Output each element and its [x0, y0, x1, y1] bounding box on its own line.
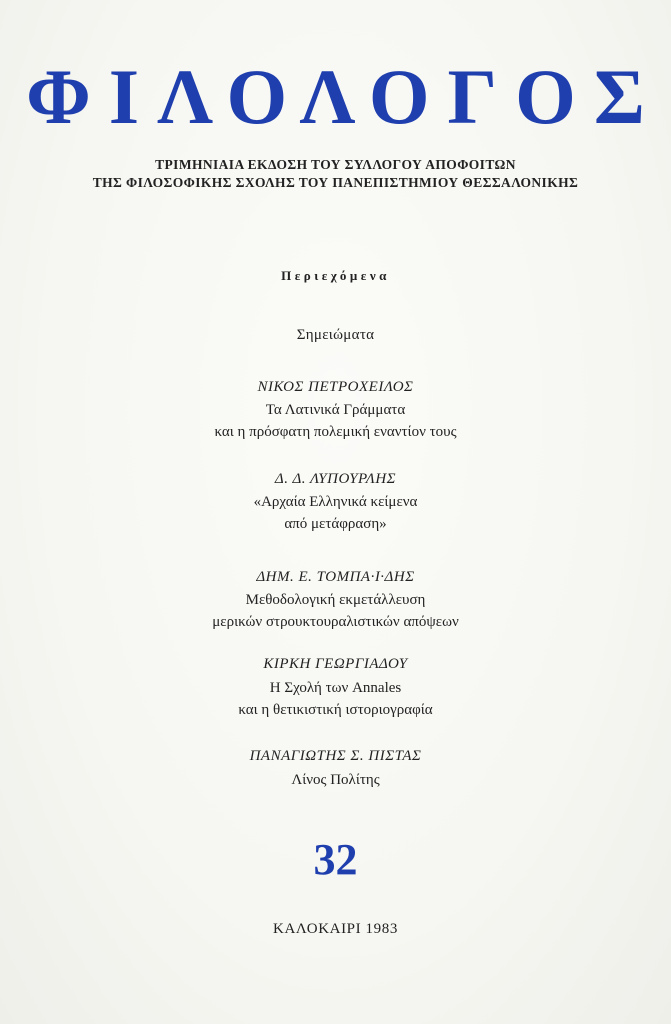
- issue-season: ΚΑΛΟΚΑΙΡΙ 1983: [273, 921, 398, 937]
- entry-title-line: Τα Λατινικά Γράμματα: [265, 402, 406, 418]
- entry-title-line: και η θετικιστική ιστοριογραφία: [238, 702, 433, 718]
- journal-subtitle-line1: ΤΡΙΜΗΝΙΑΙΑ ΕΚΔΟΣΗ ΤΟΥ ΣΥΛΛΟΓΟΥ ΑΠΟΦΟΙΤΩΝ: [155, 157, 516, 172]
- entry-title-line: μερικών στρουκτουραλιστικών απόψεων: [212, 614, 459, 630]
- journal-subtitle-line2: ΤΗΣ ΦΙΛΟΣΟΦΙΚΗΣ ΣΧΟΛΗΣ ΤΟΥ ΠΑΝΕΠΙΣΤΗΜΙΟΥ ΘΕΣΣΑΛΟΝΙΚΗΣ: [92, 175, 579, 190]
- entry-title-line: Μεθοδολογική εκμετάλλευση: [245, 592, 426, 608]
- section-heading: Σημειώματα: [296, 327, 375, 343]
- entry-author: Δ. Δ. ΛΥΠΟΥΡΛΗΣ: [274, 471, 397, 487]
- entry-author: ΝΙΚΟΣ ΠΕΤΡΟΧΕΙΛΟΣ: [257, 379, 414, 395]
- entry-title-line: Η Σχολή των Annales: [269, 680, 402, 696]
- entry-author: ΠΑΝΑΓΙΩΤΗΣ Σ. ΠΙΣΤΑΣ: [249, 748, 422, 764]
- entry-title-line: από μετάφραση»: [284, 516, 387, 532]
- journal-title: ΦΙΛΟΛΟΓΟΣ: [26, 53, 663, 140]
- entry-author: ΚΙΡΚΗ ΓΕΩΡΓΙΑΔΟΥ: [263, 656, 408, 672]
- entry-title-line: Λίνος Πολίτης: [291, 772, 380, 788]
- entry-author: ΔΗΜ. Ε. ΤΟΜΠΑ·Ι·ΔΗΣ: [256, 569, 415, 585]
- issue-number: 32: [313, 835, 358, 884]
- entry-title-line: και η πρόσφατη πολεμική εναντίον τους: [214, 424, 457, 440]
- contents-heading: Περιεχόμενα: [281, 268, 390, 283]
- entry-title-line: «Αρχαία Ελληνικά κείμενα: [253, 494, 418, 510]
